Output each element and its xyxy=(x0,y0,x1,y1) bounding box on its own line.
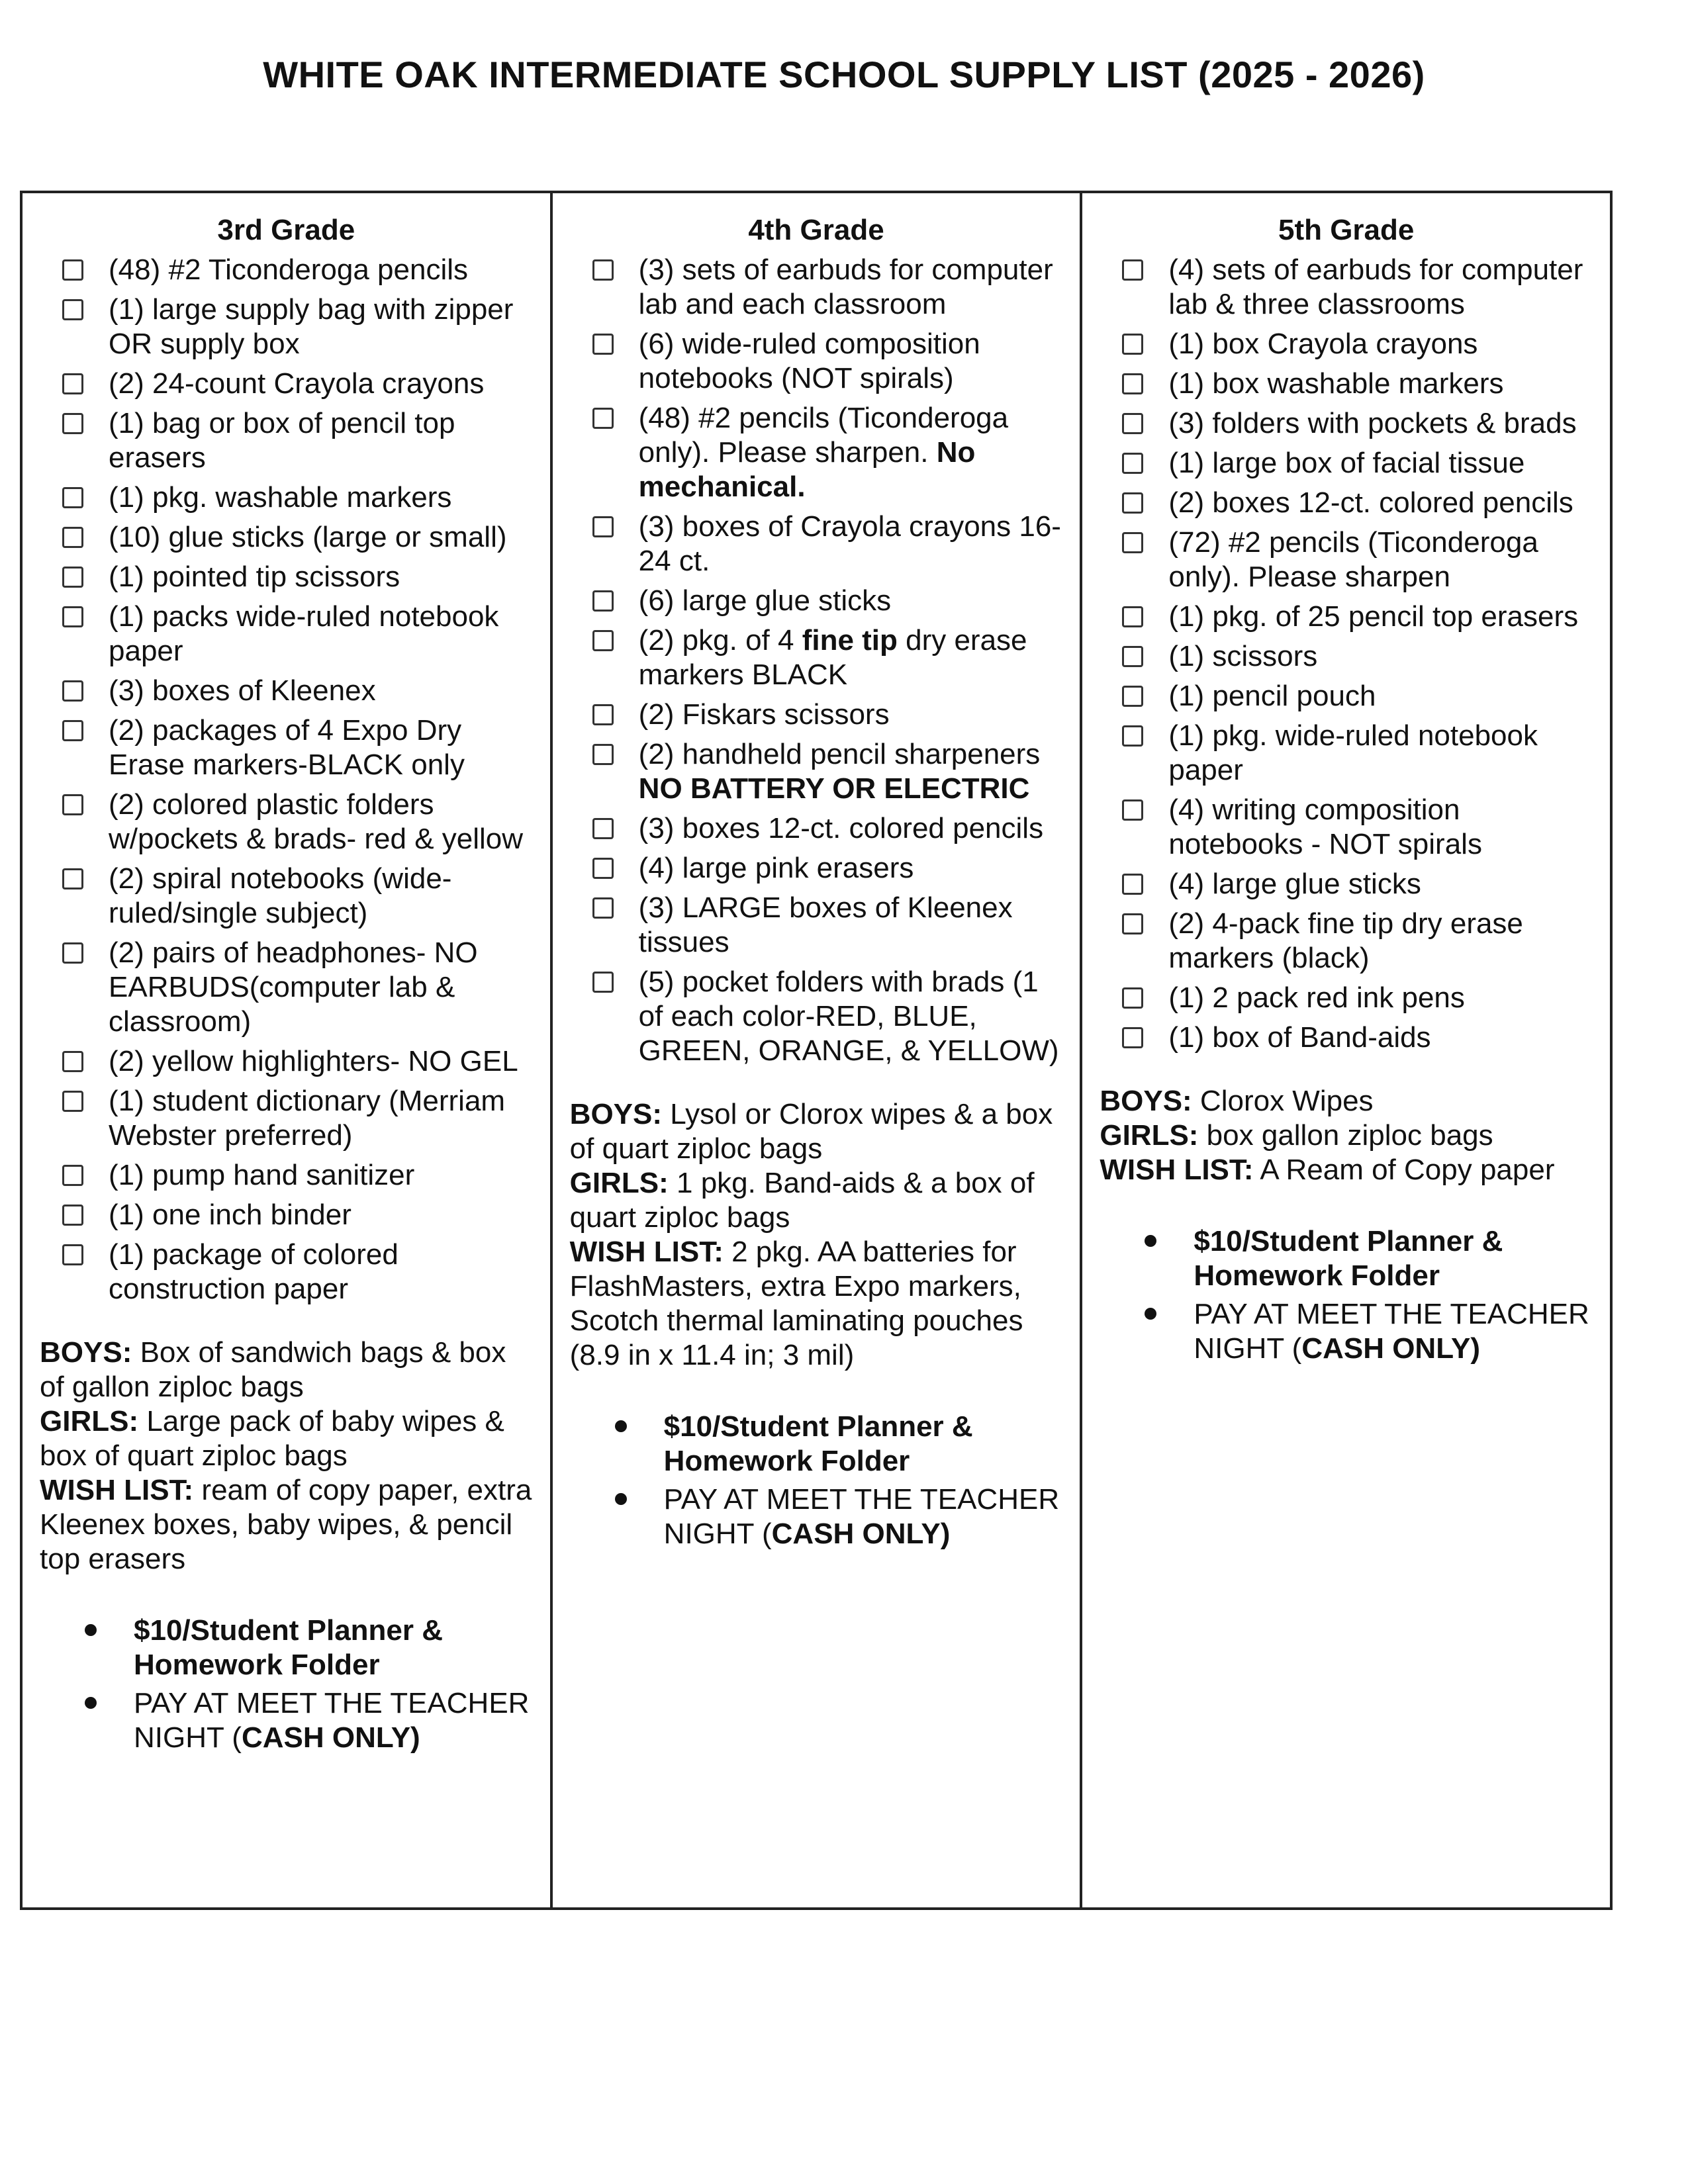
supply-item xyxy=(109,293,538,361)
checkbox-icon[interactable] xyxy=(62,527,83,548)
text: (1) pkg. wide-ruled notebook paper xyxy=(1168,719,1538,786)
text: (2) 4-pack fine tip dry erase markers (black) xyxy=(1168,907,1523,974)
checkbox-icon[interactable] xyxy=(592,972,614,993)
text: (1) large supply bag with zipper OR supply box xyxy=(109,293,514,360)
text: (2) handheld pencil sharpeners xyxy=(638,738,1041,770)
fee-bullet xyxy=(664,1410,1068,1479)
supply-item-label xyxy=(1168,794,1482,860)
checkbox-icon[interactable] xyxy=(62,606,83,627)
note-line xyxy=(40,1473,538,1576)
text: (1) one inch binder xyxy=(109,1199,352,1231)
note-text: 2 pkg. AA batteries for FlashMasters, extra Expo markers, Scotch thermal laminating pouches (8.9 in x 11.4 in; 3 mil) xyxy=(569,1236,1023,1371)
page-title: WHITE OAK INTERMEDIATE SCHOOL SUPPLY LIST (2025 - 2026) xyxy=(263,54,1425,95)
supply-item-label xyxy=(1168,600,1578,633)
note-label: GIRLS: xyxy=(1100,1119,1199,1152)
fee-notes xyxy=(1094,1224,1598,1366)
supply-item-label xyxy=(1168,680,1376,712)
supply-item xyxy=(639,623,1068,692)
bold-text: NO BATTERY OR ELECTRIC xyxy=(638,772,1030,805)
supply-checklist xyxy=(1094,253,1598,1055)
checkbox-icon[interactable] xyxy=(592,858,614,879)
supply-item xyxy=(1168,525,1598,594)
checkbox-icon[interactable] xyxy=(592,334,614,355)
note-label: WISH LIST: xyxy=(1100,1154,1254,1186)
checkbox-icon[interactable] xyxy=(592,818,614,839)
supply-item-label xyxy=(639,510,1061,577)
supply-item-label xyxy=(639,966,1059,1067)
supply-item-label xyxy=(109,293,513,360)
supply-item xyxy=(109,862,538,931)
supply-item-label xyxy=(1168,407,1576,439)
supply-item-label xyxy=(639,891,1013,958)
text: (1) 2 pack red ink pens xyxy=(1168,981,1465,1014)
supply-item xyxy=(109,674,538,708)
supply-item xyxy=(1168,406,1598,441)
supply-item xyxy=(1168,367,1598,401)
supply-item-label xyxy=(109,561,400,593)
supply-item-label xyxy=(109,1159,414,1191)
note-text: ream of copy paper, extra Kleenex boxes, baby wipes, & pencil top erasers xyxy=(40,1474,532,1575)
checkbox-icon[interactable] xyxy=(592,897,614,919)
text: PAY AT MEET THE TEACHER NIGHT ( xyxy=(1194,1298,1589,1365)
supply-item-label xyxy=(109,481,451,514)
text: (48) #2 Ticonderoga pencils xyxy=(109,253,468,286)
checkbox-icon[interactable] xyxy=(62,720,83,741)
supply-item xyxy=(1168,719,1598,788)
supply-item-label xyxy=(109,253,468,286)
text: (1) pointed tip scissors xyxy=(109,561,400,593)
checkbox-icon[interactable] xyxy=(1122,1027,1143,1048)
supply-item-label xyxy=(639,738,1041,805)
supply-item-label xyxy=(639,253,1053,320)
note-label: BOYS: xyxy=(569,1098,663,1130)
supply-item xyxy=(639,891,1068,960)
checkbox-icon[interactable] xyxy=(62,868,83,889)
supply-item-label xyxy=(109,936,478,1038)
fee-notes xyxy=(34,1614,538,1755)
grade-column xyxy=(553,193,1083,1907)
text: (3) LARGE boxes of Kleenex tissues xyxy=(638,891,1013,958)
note-text: box gallon ziploc bags xyxy=(1198,1119,1493,1152)
supply-item xyxy=(109,936,538,1039)
supply-item xyxy=(109,1198,538,1232)
supply-item-label xyxy=(1168,1021,1430,1054)
supply-item xyxy=(639,510,1068,578)
supply-item-label xyxy=(639,402,1008,503)
text: (3) boxes of Kleenex xyxy=(109,674,376,707)
text: (72) #2 pencils (Ticonderoga only). Please sharpen xyxy=(1168,526,1538,593)
bold-text: No mechanical. xyxy=(638,436,976,503)
text: (3) boxes 12-ct. colored pencils xyxy=(638,812,1044,844)
supply-item xyxy=(109,406,538,475)
supply-item xyxy=(109,1238,538,1306)
grade-heading: 5th Grade xyxy=(1278,214,1415,246)
text: (2) Fiskars scissors xyxy=(638,698,890,731)
text: (1) box of Band-aids xyxy=(1168,1021,1431,1054)
supply-item xyxy=(639,737,1068,806)
text: (4) large glue sticks xyxy=(1168,868,1421,900)
supply-item xyxy=(639,253,1068,322)
grade-heading: 3rd Grade xyxy=(217,214,355,246)
checkbox-icon[interactable] xyxy=(592,516,614,537)
supply-item xyxy=(1168,446,1598,480)
text: (1) bag or box of pencil top erasers xyxy=(109,407,455,474)
supply-item-label xyxy=(109,600,498,667)
text: (2) 24-count Crayola crayons xyxy=(109,367,485,400)
checkbox-icon[interactable] xyxy=(1122,874,1143,895)
supply-item-label xyxy=(109,367,484,400)
checkbox-icon[interactable] xyxy=(1122,799,1143,821)
text: (1) scissors xyxy=(1168,640,1318,672)
supply-item xyxy=(1168,981,1598,1015)
supply-item xyxy=(109,560,538,594)
bullet-icon xyxy=(1145,1308,1156,1320)
text: (2) pkg. of 4 xyxy=(638,624,802,657)
checkbox-icon[interactable] xyxy=(62,1165,83,1186)
text: (3) folders with pockets & brads xyxy=(1168,407,1577,439)
supply-item-label xyxy=(1168,640,1317,672)
text: (48) #2 pencils (Ticonderoga only). Please sharpen. xyxy=(638,402,1009,469)
supply-item xyxy=(639,851,1068,886)
text: (1) pkg. washable markers xyxy=(109,481,452,514)
bold-text: fine tip xyxy=(802,624,898,657)
supply-item xyxy=(1168,793,1598,862)
checkbox-icon[interactable] xyxy=(592,704,614,725)
text: (2) boxes 12-ct. colored pencils xyxy=(1168,486,1573,519)
checkbox-icon[interactable] xyxy=(62,413,83,434)
supply-item-label xyxy=(109,521,507,553)
note-line xyxy=(1100,1153,1598,1187)
bullet-icon xyxy=(615,1493,627,1505)
supply-item xyxy=(639,698,1068,732)
supply-item xyxy=(109,253,538,287)
bullet-icon xyxy=(85,1624,97,1636)
supply-item-label xyxy=(639,852,914,884)
supply-checklist xyxy=(565,253,1068,1068)
checkbox-icon[interactable] xyxy=(1122,725,1143,747)
note-text: Lysol or Clorox wipes & a box of quart ziploc bags xyxy=(569,1098,1053,1165)
supply-item-label xyxy=(639,584,891,617)
checkbox-icon[interactable] xyxy=(1122,987,1143,1009)
note-text: 1 pkg. Band-aids & a box of quart ziploc bags xyxy=(569,1167,1035,1234)
checkbox-icon[interactable] xyxy=(1122,913,1143,934)
checkbox-icon[interactable] xyxy=(1122,686,1143,707)
fee-bullet xyxy=(1194,1224,1598,1293)
supply-item xyxy=(639,327,1068,396)
checkbox-icon[interactable] xyxy=(592,259,614,281)
text: PAY AT MEET THE TEACHER NIGHT ( xyxy=(663,1483,1060,1550)
supply-item xyxy=(109,788,538,856)
supply-item xyxy=(109,367,538,401)
supply-item xyxy=(109,1158,538,1193)
supply-item-label xyxy=(1168,253,1583,320)
bold-text: $10/Student Planner & Homework Folder xyxy=(663,1410,973,1477)
supply-item xyxy=(109,520,538,555)
note-label: WISH LIST: xyxy=(40,1474,194,1506)
supply-table xyxy=(20,191,1613,1910)
bold-text: $10/Student Planner & Homework Folder xyxy=(134,1614,444,1681)
supply-item xyxy=(1168,907,1598,976)
checkbox-icon[interactable] xyxy=(1122,413,1143,434)
fee-bullet xyxy=(1194,1297,1598,1366)
checkbox-icon[interactable] xyxy=(62,567,83,588)
text: (6) large glue sticks xyxy=(638,584,892,617)
supply-item xyxy=(639,584,1068,618)
supply-item xyxy=(109,1084,538,1153)
supply-item xyxy=(109,1044,538,1079)
bold-text: CASH ONLY) xyxy=(241,1721,420,1754)
text: (4) large pink erasers xyxy=(638,852,914,884)
supply-item xyxy=(1168,639,1598,674)
supply-item-label xyxy=(1168,868,1421,900)
checkbox-icon[interactable] xyxy=(592,744,614,765)
text: (1) package of colored construction paper xyxy=(109,1238,399,1305)
supply-item-label xyxy=(1168,526,1538,593)
note-text: Large pack of baby wipes & box of quart ziploc bags xyxy=(40,1405,504,1472)
text: (1) box Crayola crayons xyxy=(1168,328,1478,360)
text: (1) pump hand sanitizer xyxy=(109,1159,415,1191)
supply-item xyxy=(1168,327,1598,361)
supply-item-label xyxy=(639,328,980,394)
note-line xyxy=(1100,1118,1598,1153)
text: (4) sets of earbuds for computer lab & three classrooms xyxy=(1168,253,1583,320)
supply-item xyxy=(1168,486,1598,520)
note-label: WISH LIST: xyxy=(569,1236,724,1268)
text: (2) yellow highlighters- NO GEL xyxy=(109,1045,518,1077)
supply-item-label xyxy=(109,788,523,855)
note-label: GIRLS: xyxy=(40,1405,139,1437)
note-line xyxy=(570,1166,1068,1235)
supply-item xyxy=(1168,600,1598,634)
grade-column xyxy=(23,193,553,1907)
text: (1) packs wide-ruled notebook paper xyxy=(109,600,499,667)
text: (2) pairs of headphones- NO EARBUDS(computer lab & classroom) xyxy=(109,936,478,1038)
supply-item-label xyxy=(1168,328,1477,360)
supply-item-label xyxy=(639,812,1043,844)
supply-item-label xyxy=(109,714,465,781)
supply-item-label xyxy=(109,862,451,929)
note-line xyxy=(570,1097,1068,1166)
note-line xyxy=(40,1336,538,1404)
note-text: Box of sandwich bags & box of gallon ziploc bags xyxy=(40,1336,506,1403)
note-line xyxy=(40,1404,538,1473)
checkbox-icon[interactable] xyxy=(62,1205,83,1226)
checkbox-icon[interactable] xyxy=(62,1244,83,1265)
note-line xyxy=(570,1235,1068,1373)
note-line xyxy=(1100,1084,1598,1118)
checkbox-icon[interactable] xyxy=(62,299,83,320)
checkbox-icon[interactable] xyxy=(1122,259,1143,281)
supply-item xyxy=(1168,253,1598,322)
fee-bullet xyxy=(664,1482,1068,1551)
text: PAY AT MEET THE TEACHER NIGHT ( xyxy=(134,1687,530,1754)
supply-item-label xyxy=(639,698,890,731)
supply-item xyxy=(109,480,538,515)
extra-notes xyxy=(565,1097,1068,1373)
checkbox-icon[interactable] xyxy=(62,794,83,815)
text: (6) wide-ruled composition notebooks (NOT spirals) xyxy=(638,328,980,394)
grade-heading: 4th Grade xyxy=(748,214,884,246)
supply-item-label xyxy=(1168,367,1503,400)
supply-checklist xyxy=(34,253,538,1306)
checkbox-icon[interactable] xyxy=(1122,532,1143,553)
text: (4) writing composition notebooks - NOT spirals xyxy=(1168,794,1482,860)
supply-item-label xyxy=(1168,447,1524,479)
checkbox-icon[interactable] xyxy=(62,680,83,702)
checkbox-icon[interactable] xyxy=(1122,606,1143,627)
text: (5) pocket folders with brads (1 of each color-RED, BLUE, GREEN, ORANGE, & YELLOW) xyxy=(638,966,1059,1067)
supply-item xyxy=(109,600,538,668)
fee-bullet xyxy=(134,1614,538,1682)
bold-text: CASH ONLY) xyxy=(771,1518,951,1550)
checkbox-icon[interactable] xyxy=(62,259,83,281)
supply-item xyxy=(639,401,1068,504)
checkbox-icon[interactable] xyxy=(62,1051,83,1072)
text: (10) glue sticks (large or small) xyxy=(109,521,507,553)
note-label: BOYS: xyxy=(1100,1085,1192,1117)
supply-item xyxy=(639,811,1068,846)
note-text: A Ream of Copy paper xyxy=(1253,1154,1555,1186)
bullet-icon xyxy=(615,1420,627,1432)
text: (1) large box of facial tissue xyxy=(1168,447,1525,479)
bullet-icon xyxy=(85,1697,97,1709)
checkbox-icon[interactable] xyxy=(592,630,614,651)
checkbox-icon[interactable] xyxy=(1122,334,1143,355)
text: dry erase markers BLACK xyxy=(638,624,1027,691)
supply-item xyxy=(109,713,538,782)
text: (2) colored plastic folders w/pockets & brads- red & yellow xyxy=(109,788,524,855)
text: (3) boxes of Crayola crayons 16-24 ct. xyxy=(638,510,1061,577)
bullet-icon xyxy=(1145,1235,1156,1247)
text: (1) pencil pouch xyxy=(1168,680,1376,712)
bold-text: $10/Student Planner & Homework Folder xyxy=(1194,1225,1503,1292)
supply-item-label xyxy=(109,407,455,474)
supply-item-label xyxy=(109,1085,505,1152)
bold-text: CASH ONLY) xyxy=(1301,1332,1481,1365)
note-label: GIRLS: xyxy=(569,1167,669,1199)
supply-item-label xyxy=(639,624,1027,691)
text: (1) pkg. of 25 pencil top erasers xyxy=(1168,600,1579,633)
checkbox-icon[interactable] xyxy=(592,590,614,612)
fee-bullet xyxy=(134,1686,538,1755)
note-text: Clorox Wipes xyxy=(1192,1085,1374,1117)
grade-column xyxy=(1082,193,1610,1907)
supply-item-label xyxy=(1168,486,1573,519)
supply-item-label xyxy=(1168,907,1523,974)
checkbox-icon[interactable] xyxy=(1122,453,1143,474)
supply-item-label xyxy=(109,1238,399,1305)
supply-item xyxy=(1168,679,1598,713)
checkbox-icon[interactable] xyxy=(592,408,614,429)
supply-item-label xyxy=(109,1199,352,1231)
fee-notes xyxy=(565,1410,1068,1551)
checkbox-icon[interactable] xyxy=(1122,373,1143,394)
note-label: BOYS: xyxy=(40,1336,132,1369)
text: (2) packages of 4 Expo Dry Erase markers-BLACK only xyxy=(109,714,465,781)
supply-item-label xyxy=(109,674,376,707)
extra-notes xyxy=(34,1336,538,1576)
supply-item-label xyxy=(1168,719,1538,786)
text: (2) spiral notebooks (wide-ruled/single subject) xyxy=(109,862,452,929)
text: (1) student dictionary (Merriam Webster preferred) xyxy=(109,1085,506,1152)
extra-notes xyxy=(1094,1084,1598,1187)
text: (3) sets of earbuds for computer lab and each classroom xyxy=(638,253,1053,320)
checkbox-icon[interactable] xyxy=(1122,492,1143,514)
text: (1) box washable markers xyxy=(1168,367,1504,400)
supply-item xyxy=(1168,1021,1598,1055)
checkbox-icon[interactable] xyxy=(62,373,83,394)
checkbox-icon[interactable] xyxy=(62,942,83,964)
supply-item xyxy=(639,965,1068,1068)
supply-item-label xyxy=(109,1045,518,1077)
checkbox-icon[interactable] xyxy=(62,487,83,508)
supply-item xyxy=(1168,867,1598,901)
supply-item-label xyxy=(1168,981,1465,1014)
checkbox-icon[interactable] xyxy=(1122,646,1143,667)
checkbox-icon[interactable] xyxy=(62,1091,83,1112)
